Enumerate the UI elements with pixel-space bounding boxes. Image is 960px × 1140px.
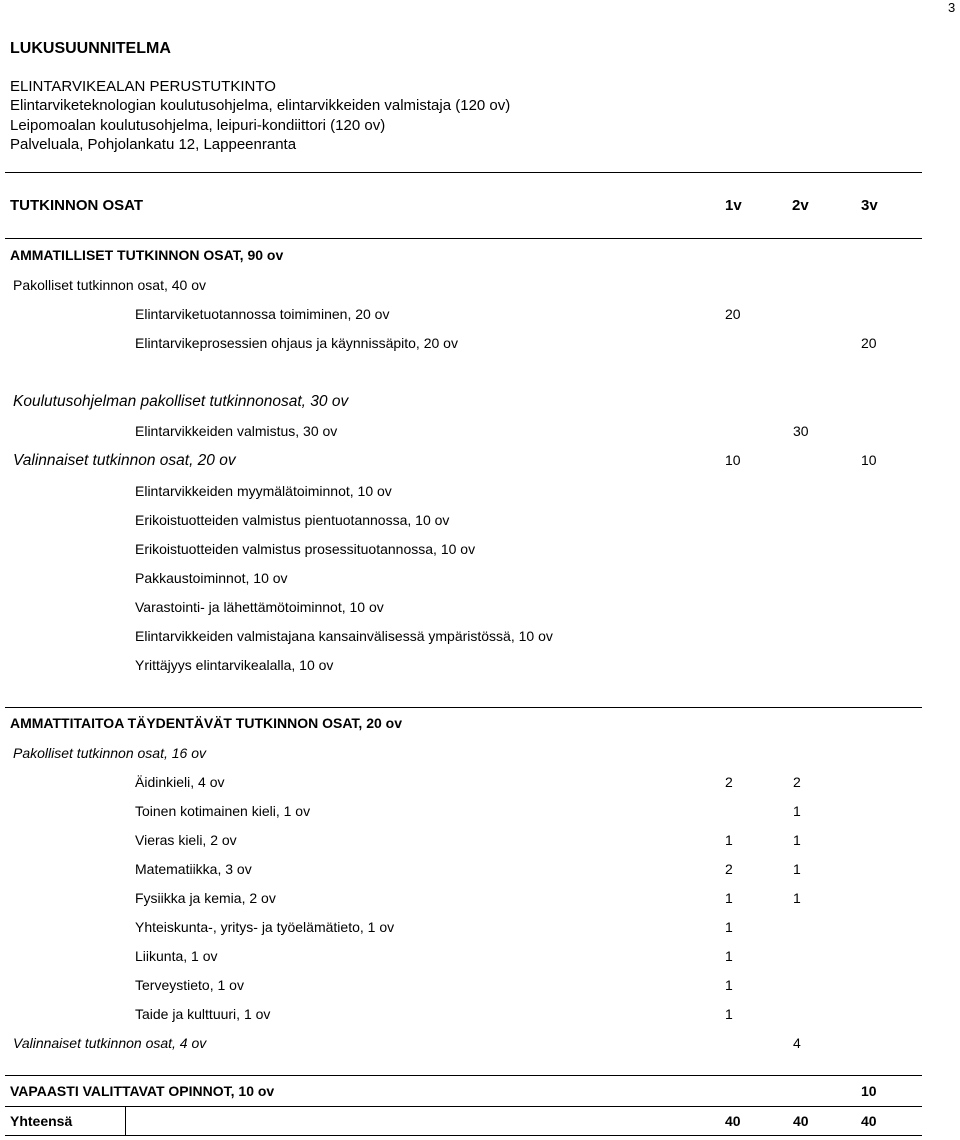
rule-section3: [5, 1075, 922, 1076]
column-header-year3: 3v: [861, 197, 878, 214]
option-item: Erikoistuotteiden valmistus prosessituotannossa, 10 ov: [135, 541, 476, 557]
subsection-title: Koulutusohjelman pakolliset tutkinnonosat, 30 ov: [13, 393, 349, 410]
program-line-1: Elintarviketeknologian koulutusohjelma, elintarvikkeiden valmistaja (120 ov): [10, 97, 511, 114]
rule-section2: [5, 707, 922, 708]
year1-value: 1: [725, 948, 733, 964]
program-line-2: Leipomoalan koulutusohjelma, leipuri-kondiittori (120 ov): [10, 117, 386, 134]
year2-value: 1: [793, 861, 801, 877]
course-label: Äidinkieli, 4 ov: [135, 774, 225, 790]
course-label: Vieras kieli, 2 ov: [135, 832, 237, 848]
rule-bottom: [5, 1135, 922, 1136]
course-label: Elintarvikkeiden valmistus, 30 ov: [135, 423, 338, 439]
course-label: Taide ja kulttuuri, 1 ov: [135, 1006, 271, 1022]
year3-value: 10: [861, 452, 877, 468]
subsection-title: Pakolliset tutkinnon osat, 40 ov: [13, 277, 207, 293]
subsection-title: Valinnaiset tutkinnon osat, 20 ov: [13, 452, 236, 469]
course-label: Terveystieto, 1 ov: [135, 977, 244, 993]
year1-value: 10: [725, 452, 741, 468]
program-line-3: Palveluala, Pohjolankatu 12, Lappeenranta: [10, 136, 297, 153]
rule-top: [5, 172, 922, 173]
column-header-parts: TUTKINNON OSAT: [10, 197, 144, 214]
course-label: Fysiikka ja kemia, 2 ov: [135, 890, 276, 906]
option-item: Varastointi- ja lähettämötoiminnot, 10 ov: [135, 599, 384, 615]
program-title: ELINTARVIKEALAN PERUSTUTKINTO: [10, 78, 276, 95]
column-header-year2: 2v: [792, 197, 809, 214]
year2-value: 1: [793, 803, 801, 819]
option-item: Yrittäjyys elintarvikealalla, 10 ov: [135, 657, 334, 673]
year1-value: 1: [725, 919, 733, 935]
year1-value: 1: [725, 977, 733, 993]
year1-value: 1: [725, 1006, 733, 1022]
option-item: Pakkaustoiminnot, 10 ov: [135, 570, 288, 586]
year1-value: 1: [725, 832, 733, 848]
year2-value: 1: [793, 890, 801, 906]
course-label: Toinen kotimainen kieli, 1 ov: [135, 803, 311, 819]
total-divider: [125, 1106, 126, 1136]
subsection-title: Valinnaiset tutkinnon osat, 4 ov: [13, 1035, 207, 1051]
rule-section1: [5, 238, 922, 239]
course-label: Elintarvikeprosessien ohjaus ja käynnissäpito, 20 ov: [135, 335, 458, 351]
course-label: Matematiikka, 3 ov: [135, 861, 252, 877]
subsection-title: Pakolliset tutkinnon osat, 16 ov: [13, 745, 207, 761]
year2-value: 1: [793, 832, 801, 848]
year2-value: 30: [793, 423, 809, 439]
year1-value: 2: [725, 774, 733, 790]
rule-total: [5, 1106, 922, 1107]
page-number: 3: [948, 0, 956, 15]
year2-value: 2: [793, 774, 801, 790]
year1-value: 2: [725, 861, 733, 877]
total-year1: 40: [725, 1113, 741, 1129]
course-label: Liikunta, 1 ov: [135, 948, 218, 964]
year3-value: 10: [861, 1083, 877, 1099]
option-item: Elintarvikkeiden myymälätoiminnot, 10 ov: [135, 483, 392, 499]
year1-value: 20: [725, 306, 741, 322]
option-item: Erikoistuotteiden valmistus pientuotannossa, 10 ov: [135, 512, 450, 528]
total-label: Yhteensä: [10, 1113, 73, 1129]
course-label: Yhteiskunta-, yritys- ja työelämätieto, 1 ov: [135, 919, 395, 935]
page-title: LUKUSUUNNITELMA: [10, 40, 171, 57]
column-header-year1: 1v: [725, 197, 742, 214]
total-year3: 40: [861, 1113, 877, 1129]
section-title: AMMATILLISET TUTKINNON OSAT, 90 ov: [10, 247, 284, 263]
total-year2: 40: [793, 1113, 809, 1129]
year1-value: 1: [725, 890, 733, 906]
section-title: VAPAASTI VALITTAVAT OPINNOT, 10 ov: [10, 1083, 275, 1099]
section-title: AMMATTITAITOA TÄYDENTÄVÄT TUTKINNON OSAT, 20 ov: [10, 715, 402, 731]
option-item: Elintarvikkeiden valmistajana kansainvälisessä ympäristössä, 10 ov: [135, 628, 553, 644]
year3-value: 20: [861, 335, 877, 351]
year2-value: 4: [793, 1035, 801, 1051]
course-label: Elintarviketuotannossa toimiminen, 20 ov: [135, 306, 390, 322]
